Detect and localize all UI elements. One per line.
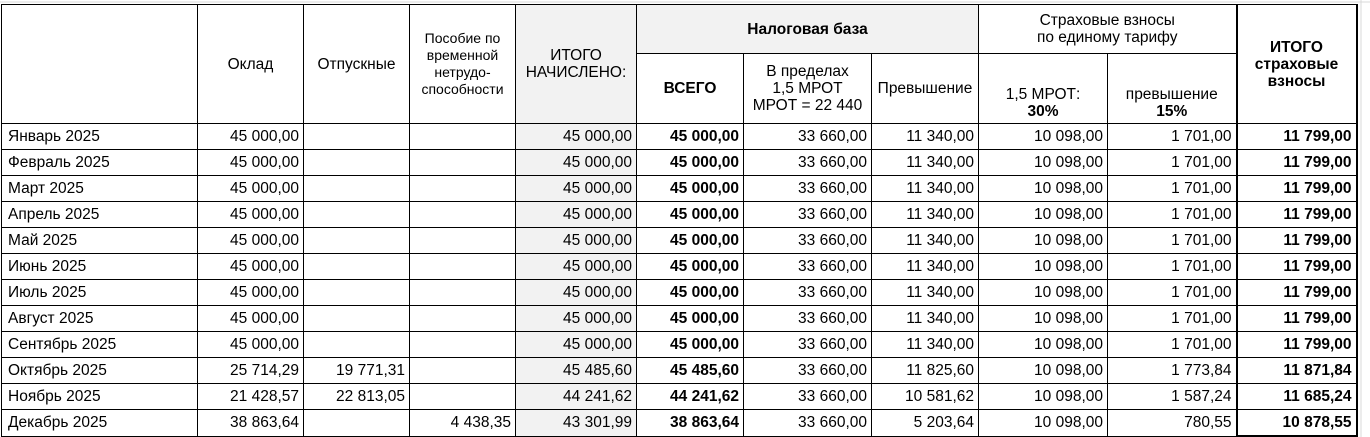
cell-within-limit[interactable]: 33 660,00 bbox=[744, 150, 872, 176]
cell-contribution-30[interactable]: 10 098,00 bbox=[979, 384, 1108, 410]
cell-salary[interactable]: 45 000,00 bbox=[198, 150, 304, 176]
cell-tax-base-total[interactable]: 45 000,00 bbox=[637, 280, 744, 306]
cell-tax-base-total[interactable]: 45 000,00 bbox=[637, 150, 744, 176]
cell-vacation[interactable]: 19 771,31 bbox=[304, 358, 410, 384]
cell-vacation[interactable] bbox=[304, 176, 410, 202]
cell-excess[interactable]: 11 340,00 bbox=[872, 176, 979, 202]
cell-excess[interactable]: 11 340,00 bbox=[872, 228, 979, 254]
header-vacation[interactable]: Отпускные bbox=[304, 5, 410, 124]
table-row bbox=[2, 332, 1357, 358]
cell-total-contributions[interactable]: 11 799,00 bbox=[1237, 202, 1357, 228]
cell-total-accrued[interactable]: 45 000,00 bbox=[516, 254, 637, 280]
cell-total-contributions[interactable]: 11 799,00 bbox=[1237, 124, 1357, 150]
cell-total-accrued[interactable]: 45 000,00 bbox=[516, 202, 637, 228]
cell-within-limit[interactable]: 33 660,00 bbox=[744, 124, 872, 150]
cell-total-accrued[interactable]: 45 000,00 bbox=[516, 228, 637, 254]
cell-within-limit[interactable]: 33 660,00 bbox=[744, 228, 872, 254]
cell-total-accrued[interactable]: 45 000,00 bbox=[516, 332, 637, 358]
header-sick-benefit[interactable]: Пособие по временной нетрудо-способности bbox=[410, 5, 516, 124]
table-row bbox=[2, 176, 1357, 202]
cell-sick-benefit[interactable] bbox=[410, 384, 516, 410]
cell-contribution-15[interactable]: 1 701,00 bbox=[1108, 280, 1237, 306]
cell-month[interactable]: Май 2025 bbox=[2, 228, 198, 254]
table-row bbox=[2, 202, 1357, 228]
cell-contribution-30[interactable]: 10 098,00 bbox=[979, 254, 1108, 280]
cell-vacation[interactable] bbox=[304, 332, 410, 358]
cell-contribution-30[interactable]: 10 098,00 bbox=[979, 358, 1108, 384]
cell-contribution-15[interactable]: 1 701,00 bbox=[1108, 202, 1237, 228]
table-row bbox=[2, 410, 1357, 437]
cell-month[interactable]: Октябрь 2025 bbox=[2, 358, 198, 384]
cell-sick-benefit[interactable] bbox=[410, 150, 516, 176]
cell-contribution-30[interactable]: 10 098,00 bbox=[979, 306, 1108, 332]
cell-excess[interactable]: 11 340,00 bbox=[872, 306, 979, 332]
cell-contribution-15[interactable]: 780,55 bbox=[1108, 410, 1237, 437]
cell-sick-benefit[interactable] bbox=[410, 202, 516, 228]
cell-salary[interactable]: 25 714,29 bbox=[198, 358, 304, 384]
table-row bbox=[2, 150, 1357, 176]
cell-contribution-15[interactable]: 1 701,00 bbox=[1108, 306, 1237, 332]
cell-total-contributions[interactable]: 11 799,00 bbox=[1237, 176, 1357, 202]
cell-total-contributions[interactable]: 11 685,24 bbox=[1237, 384, 1357, 410]
cell-contribution-15[interactable]: 1 587,24 bbox=[1108, 384, 1237, 410]
cell-tax-base-total[interactable]: 45 000,00 bbox=[637, 176, 744, 202]
table-row bbox=[2, 358, 1357, 384]
header-within-limit[interactable]: В пределах 1,5 МРОТ МРОТ = 22 440 bbox=[744, 54, 872, 124]
cell-tax-base-total[interactable]: 45 000,00 bbox=[637, 124, 744, 150]
cell-excess[interactable]: 11 340,00 bbox=[872, 124, 979, 150]
cell-contribution-30[interactable]: 10 098,00 bbox=[979, 124, 1108, 150]
header-total-accrued[interactable]: ИТОГО НАЧИСЛЕНО: bbox=[516, 5, 637, 124]
cell-total-accrued[interactable]: 45 000,00 bbox=[516, 124, 637, 150]
cell-sick-benefit[interactable] bbox=[410, 332, 516, 358]
cell-contribution-30[interactable]: 10 098,00 bbox=[979, 176, 1108, 202]
cell-sick-benefit[interactable] bbox=[410, 280, 516, 306]
cell-total-contributions[interactable]: 11 799,00 bbox=[1237, 254, 1357, 280]
header-excess[interactable]: Превышение bbox=[872, 54, 979, 124]
cell-excess[interactable]: 11 825,60 bbox=[872, 358, 979, 384]
cell-month[interactable]: Ноябрь 2025 bbox=[2, 384, 198, 410]
cell-excess[interactable]: 11 340,00 bbox=[872, 280, 979, 306]
table-row bbox=[2, 228, 1357, 254]
cell-vacation[interactable] bbox=[304, 254, 410, 280]
cell-tax-base-total[interactable]: 38 863,64 bbox=[637, 410, 744, 437]
cell-salary[interactable]: 45 000,00 bbox=[198, 176, 304, 202]
cell-month[interactable]: Сентябрь 2025 bbox=[2, 332, 198, 358]
cell-sick-benefit[interactable]: 4 438,35 bbox=[410, 410, 516, 437]
cell-contribution-15[interactable]: 1 701,00 bbox=[1108, 254, 1237, 280]
table-row bbox=[2, 306, 1357, 332]
cell-contribution-15[interactable]: 1 701,00 bbox=[1108, 176, 1237, 202]
cell-tax-base-total[interactable]: 45 000,00 bbox=[637, 228, 744, 254]
cell-vacation[interactable] bbox=[304, 202, 410, 228]
cell-total-accrued[interactable]: 45 000,00 bbox=[516, 280, 637, 306]
header-month-blank[interactable] bbox=[2, 5, 198, 124]
cell-vacation[interactable] bbox=[304, 280, 410, 306]
header-row-1 bbox=[2, 5, 1357, 54]
cell-vacation[interactable] bbox=[304, 410, 410, 437]
cell-vacation[interactable] bbox=[304, 228, 410, 254]
cell-total-accrued[interactable]: 43 301,99 bbox=[516, 410, 637, 437]
cell-month[interactable]: Июнь 2025 bbox=[2, 254, 198, 280]
cell-sick-benefit[interactable] bbox=[410, 176, 516, 202]
header-tax-base[interactable]: Налоговая база bbox=[637, 5, 979, 54]
cell-tax-base-total[interactable]: 44 241,62 bbox=[637, 384, 744, 410]
cell-month[interactable]: Июль 2025 bbox=[2, 280, 198, 306]
header-tax-base-total[interactable]: ВСЕГО bbox=[637, 54, 744, 124]
cell-salary[interactable]: 38 863,64 bbox=[198, 410, 304, 437]
cell-vacation[interactable] bbox=[304, 124, 410, 150]
cell-sick-benefit[interactable] bbox=[410, 306, 516, 332]
cell-month[interactable]: Март 2025 bbox=[2, 176, 198, 202]
cell-total-accrued[interactable]: 44 241,62 bbox=[516, 384, 637, 410]
cell-total-contributions[interactable]: 11 799,00 bbox=[1237, 332, 1357, 358]
cell-salary[interactable]: 45 000,00 bbox=[198, 124, 304, 150]
cell-within-limit[interactable]: 33 660,00 bbox=[744, 410, 872, 437]
cell-salary[interactable]: 45 000,00 bbox=[198, 306, 304, 332]
cell-vacation[interactable] bbox=[304, 306, 410, 332]
cell-salary[interactable]: 45 000,00 bbox=[198, 228, 304, 254]
table-row bbox=[2, 124, 1357, 150]
cell-sick-benefit[interactable] bbox=[410, 358, 516, 384]
header-total-contributions[interactable]: ИТОГО страховые взносы bbox=[1237, 5, 1357, 124]
cell-salary[interactable]: 45 000,00 bbox=[198, 280, 304, 306]
cell-total-contributions[interactable]: 11 799,00 bbox=[1237, 150, 1357, 176]
cell-within-limit[interactable]: 33 660,00 bbox=[744, 202, 872, 228]
cell-within-limit[interactable]: 33 660,00 bbox=[744, 254, 872, 280]
header-contributions[interactable]: Страховые взносы по единому тарифу bbox=[979, 5, 1237, 54]
cell-contribution-15[interactable]: 1 701,00 bbox=[1108, 228, 1237, 254]
cell-tax-base-total[interactable]: 45 000,00 bbox=[637, 332, 744, 358]
cell-excess[interactable]: 10 581,62 bbox=[872, 384, 979, 410]
cell-contribution-15[interactable]: 1 701,00 bbox=[1108, 124, 1237, 150]
cell-salary[interactable]: 45 000,00 bbox=[198, 332, 304, 358]
cell-total-contributions[interactable]: 11 799,00 bbox=[1237, 280, 1357, 306]
cell-within-limit[interactable]: 33 660,00 bbox=[744, 176, 872, 202]
cell-month[interactable]: Август 2025 bbox=[2, 306, 198, 332]
table-row bbox=[2, 384, 1357, 410]
insurance-contributions-table bbox=[1, 4, 1358, 437]
cell-sick-benefit[interactable] bbox=[410, 124, 516, 150]
cell-total-accrued[interactable]: 45 485,60 bbox=[516, 358, 637, 384]
cell-within-limit[interactable]: 33 660,00 bbox=[744, 384, 872, 410]
cell-total-accrued[interactable]: 45 000,00 bbox=[516, 176, 637, 202]
cell-tax-base-total[interactable]: 45 000,00 bbox=[637, 254, 744, 280]
cell-within-limit[interactable]: 33 660,00 bbox=[744, 358, 872, 384]
cell-contribution-30[interactable]: 10 098,00 bbox=[979, 228, 1108, 254]
cell-within-limit[interactable]: 33 660,00 bbox=[744, 332, 872, 358]
cell-contribution-30[interactable]: 10 098,00 bbox=[979, 202, 1108, 228]
cell-total-contributions[interactable]: 11 799,00 bbox=[1237, 228, 1357, 254]
cell-month[interactable]: Январь 2025 bbox=[2, 124, 198, 150]
table-row bbox=[2, 254, 1357, 280]
cell-excess[interactable]: 5 203,64 bbox=[872, 410, 979, 437]
cell-tax-base-total[interactable]: 45 000,00 bbox=[637, 202, 744, 228]
header-rate-mrot[interactable]: 1,5 МРОТ: 30% bbox=[979, 54, 1108, 124]
header-salary[interactable]: Оклад bbox=[198, 5, 304, 124]
cell-within-limit[interactable]: 33 660,00 bbox=[744, 280, 872, 306]
cell-contribution-30[interactable]: 10 098,00 bbox=[979, 410, 1108, 437]
cell-excess[interactable]: 11 340,00 bbox=[872, 150, 979, 176]
cell-vacation[interactable]: 22 813,05 bbox=[304, 384, 410, 410]
cell-total-contributions[interactable]: 10 878,55 bbox=[1237, 410, 1357, 437]
cell-sick-benefit[interactable] bbox=[410, 254, 516, 280]
table-row bbox=[2, 280, 1357, 306]
cell-salary[interactable]: 45 000,00 bbox=[198, 254, 304, 280]
cell-month[interactable]: Февраль 2025 bbox=[2, 150, 198, 176]
cell-sick-benefit[interactable] bbox=[410, 228, 516, 254]
cell-tax-base-total[interactable]: 45 485,60 bbox=[637, 358, 744, 384]
cell-vacation[interactable] bbox=[304, 150, 410, 176]
cell-contribution-30[interactable]: 10 098,00 bbox=[979, 332, 1108, 358]
cell-total-accrued[interactable]: 45 000,00 bbox=[516, 306, 637, 332]
cell-salary[interactable]: 45 000,00 bbox=[198, 202, 304, 228]
cell-month[interactable]: Декабрь 2025 bbox=[2, 410, 198, 437]
cell-excess[interactable]: 11 340,00 bbox=[872, 332, 979, 358]
cell-contribution-15[interactable]: 1 701,00 bbox=[1108, 332, 1237, 358]
cell-contribution-15[interactable]: 1 701,00 bbox=[1108, 150, 1237, 176]
cell-contribution-30[interactable]: 10 098,00 bbox=[979, 150, 1108, 176]
cell-month[interactable]: Апрель 2025 bbox=[2, 202, 198, 228]
cell-total-contributions[interactable]: 11 871,84 bbox=[1237, 358, 1357, 384]
cell-total-accrued[interactable]: 45 000,00 bbox=[516, 150, 637, 176]
header-rate-excess[interactable]: превышение 15% bbox=[1108, 54, 1237, 124]
cell-excess[interactable]: 11 340,00 bbox=[872, 254, 979, 280]
cell-total-contributions[interactable]: 11 799,00 bbox=[1237, 306, 1357, 332]
cell-tax-base-total[interactable]: 45 000,00 bbox=[637, 306, 744, 332]
cell-within-limit[interactable]: 33 660,00 bbox=[744, 306, 872, 332]
cell-excess[interactable]: 11 340,00 bbox=[872, 202, 979, 228]
cell-salary[interactable]: 21 428,57 bbox=[198, 384, 304, 410]
cell-contribution-15[interactable]: 1 773,84 bbox=[1108, 358, 1237, 384]
cell-contribution-30[interactable]: 10 098,00 bbox=[979, 280, 1108, 306]
